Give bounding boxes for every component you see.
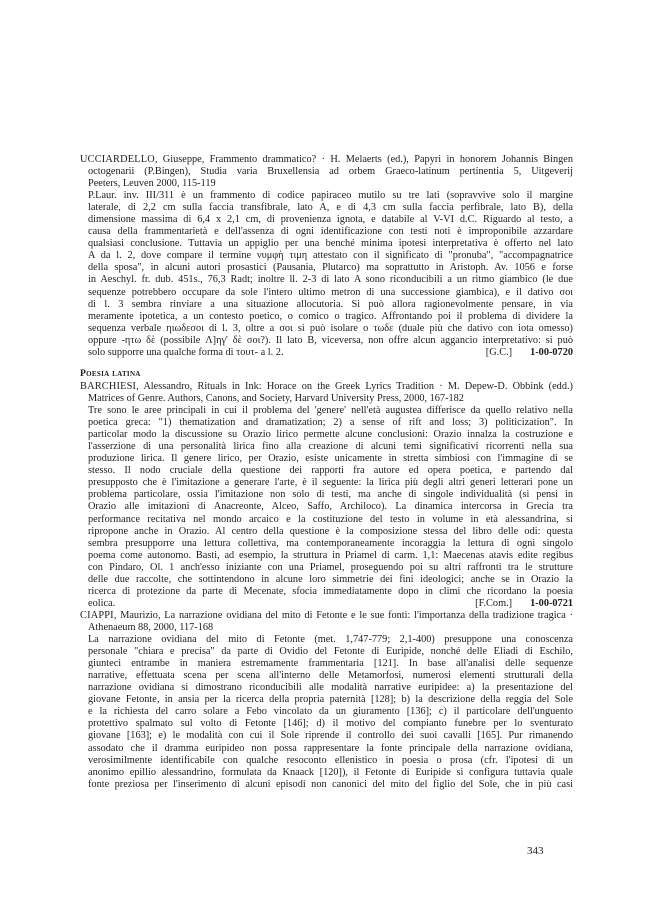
entry-line: giunteci entrambe in maniera estremamente frammentaria [121]. In base all'analisi delle sequenze (88, 658, 573, 670)
entry-line: stesso. Il nodo cruciale della questione dei rapporti fra autore ed opera poetica, e partendo dal (88, 465, 573, 477)
reference-number: 1-00-0720 (530, 346, 573, 358)
reference-number: 1-00-0721 (530, 597, 573, 609)
entry-line: P.Laur. inv. III/311 è un frammento di codice papiraceo mutilo su tre lati (sopravvive solo il margine (88, 190, 573, 202)
entry-line: dimensione massima di 6,4 x 2,1 cm, di provenienza ignota, e databile al V-VI d.C. Riguardo al testo, a (88, 214, 573, 226)
entry-line: sembra presupporre una lettura collettiva, ma contemporaneamente incoraggia la lettura di ogni singolo (88, 537, 573, 549)
entry-line: solo supporre una qualche forma di τουτ- a l. 2. (88, 346, 284, 358)
entry-line: in Aeschyl. fr. dub. 451s., 76,3 Radt; inoltre ll. 2-3 di lato A sono riconducibili a un ritmo giambico (le due (88, 274, 573, 286)
author-surname: CIAPPI (80, 610, 114, 621)
entry-line: performance recitativa nel mondo arcaico e la costituzione del testo in volume in età alessandrina, si (88, 513, 573, 525)
entry-line: assodato che il dramma euripideo non possa rappresentare la fonte principale della narrazione ovidiana, (88, 742, 573, 754)
entry-line: ricerca di protezione da parte di Mecenate, sfocia immediatamente dopo in climi che ricordano la poesia (88, 585, 573, 597)
bibliography-entry-ciappi (80, 610, 573, 791)
entry-line: con Pindaro, Ol. 1 anch'esso iniziante con una Priamel, proseguendo poi su altri raffronti tra le strutture (88, 561, 573, 573)
entry-line: fonte preziosa per l'inserimento di alcuni episodi non canonici del mito del figlio del Sole, che in più casi (88, 778, 573, 790)
entry-line: della sposa", in alcuni autori prosastici (Pausania, Plutarco) ma soprattutto in Aristoph. Av. 1056 e forse (88, 262, 573, 274)
entry-line: personale "chiara e precisa" da parte di Ovidio del Fetonte di Euripide, nonché delle Eliadi di Eschilo, (88, 646, 573, 658)
author-surname: BARCHIESI (80, 381, 137, 392)
entry-line: oppure -ητω δὲ (possibile Λ]ηγ' δὲ σοι?). Il lato B, viceversa, non offre alcun aggancio interpretativo: si può (88, 334, 573, 346)
entry-line: produzione lirica. Il genere lirico, per Orazio, esiste unicamente in stretta simbiosi con l'immagine di se (88, 453, 573, 465)
author-signature: [G.C.] (485, 346, 513, 358)
entry-line: CIAPPI, Maurizio, La narrazione ovidiana del mito di Fetonte e le sue fonti: l'importanza della tradizione tragica · (80, 610, 573, 621)
entry-line: meramente ipotetica, a un contesto poetico, o comico o tragico. Affrontando poi il problema di dividere la (88, 310, 573, 322)
entry-line: delle due raccolte, che sottintendono in alcune loro simmetrie dei fini ideologici; anche se in Orazio la (88, 573, 573, 585)
entry-line: Peeters, Leuven 2000, 115-119 (88, 178, 216, 190)
entry-line: presupposto che è l'imitazione a generare l'arte, è il seguente: la lirica più degli altri generi letterari pone un (88, 477, 573, 489)
entry-line: l'asserzione di una personalità lirica fino alla creazione di alcuni temi significativi ricorrenti nella sua (88, 441, 573, 453)
entry-line: verosimilmente identificabile con qualche resoconto ellenistico in poesia o prosa (cfr. l'ipotesi di un (88, 754, 573, 766)
entry-line: narrative, effettuata scena per scena all'interno delle Metamorfosi, numerosi elementi strutturali della (88, 670, 573, 682)
entry-last-line (80, 347, 573, 359)
entry-line: narrazione ovidiana si dimostrano riconducibili alle modalità narrative euripidee: a) la presentazione del (88, 682, 573, 694)
entry-line: BARCHIESI, Alessandro, Rituals in Ink: Horace on the Greek Lyrics Tradition · M. Depew-D. Obbink (edd.) (80, 381, 573, 392)
entry-line: ripropone anche in Orazio. Al centro della questione è la composizione stessa del libro delle odi: questa (88, 525, 573, 537)
bibliography-entry-ucciardello (80, 154, 573, 359)
page-number: 343 (527, 845, 544, 857)
entry-line: poetica greca: "1) thematization and dramatization; 2) a sense of rift and loss; 3) politicization". In (88, 417, 573, 429)
entry-line: La narrazione ovidiana del mito di Fetonte (met. 1,747-779; 2,1-400) presuppone una conoscenza (88, 634, 573, 646)
entry-line: poema come autonomo. Basti, ad esempio, la struttura in Priamel di carm. 1,1: Maecenas atavis edite regibus (88, 549, 573, 561)
entry-line: protettivo spalmato sul volto di Fetonte [146]; d) il motivo del compianto funebre per lo sventurato (88, 718, 573, 730)
entry-line: octogenarii (P.Bingen), Studia varia Bruxellensia ad orbem Graeco-latinum pertinentia 5, Uitgeverij (88, 166, 573, 178)
entry-line: Matrices of Genre. Authors, Canons, and Society, Harvard University Press, 2000, 167-182 (88, 393, 464, 405)
entry-line: Tre sono le aree principali in cui il problema del 'genere' nell'età augustea differisce da quello relativo nella (88, 405, 573, 417)
entry-line: Orazio alle imitazioni di Anacreonte, Alceo, Saffo, Archiloco). La dinamica intercorsa in Grecia tra (88, 501, 573, 513)
entry-line: sequenze potrebbero occupare da sole l'intero ultimo metron di una successione giambica), e il dativo σοι (88, 286, 573, 298)
entry-line: problema particolare, ossia l'imitazione non solo di testi, ma anche di singole individualità (si pensi in (88, 489, 573, 501)
bibliography-entry-barchiesi (80, 381, 573, 610)
entry-line: laterale, di 2,2 cm sulla faccia transfibrale, lato A, e di 4,3 cm sulla faccia perfibrale, lato B), della (88, 202, 573, 214)
entry-line: e la richiesta del carro solare a Febo vincolato da un giuramento [136]; c) il particolare dell'unguento (88, 706, 573, 718)
entry-line: giovane [163]; e) le modalità con cui il Sole riprende il controllo dei suoi cavalli [165]. Pur rimanendo (88, 730, 573, 742)
entry-line: particolar modo la discussione su Orazio lirico permette alcune conclusioni: Orazio innalza la costruzione e (88, 429, 573, 441)
author-signature: [F.Com.] (475, 597, 513, 609)
entry-line: di l. 3 sembra rinviare a una situazione allocutoria. Si può allora ragionevolmente pensare, in via (88, 298, 573, 310)
entry-line: sequenza verbale ηιωδεσοι di l. 3, oltre a σοι si può isolare o τωδε (duale più che dativo con iota omesso) (88, 322, 573, 334)
entry-line: anonimo epillio alessandrino, formulata da Knaack [120]), il Fetonte di Euripide si configura tuttavia quale (88, 766, 573, 778)
entry-line: causa della frammentarietà e dell'assenza di ogni identificazione con testi noti è improponibile azzardare (88, 226, 573, 238)
entry-line: qualsiasi conclusione. Tuttavia un appiglio per una benché minima ipotesi interpretativa è offerto nel lato (88, 238, 573, 250)
entry-line: eolica. (88, 597, 116, 609)
entry-line: Athenaeum 88, 2000, 117-168 (88, 622, 214, 634)
entry-last-line (80, 598, 573, 610)
entry-line: A da l. 2, dove compare il termine νυμφὴ τιμη attestato con il significato di "pronuba", "accompagnatrice (88, 250, 573, 262)
author-surname: UCCIARDELLO (80, 154, 155, 165)
entry-line: giovane Fetonte, in ansia per la ricerca della propria paternità [128]; b) la descrizione della reggia del Sole (88, 694, 573, 706)
section-title: Poesia latina (80, 368, 141, 379)
entry-line: UCCIARDELLO, Giuseppe, Frammento drammatico? · H. Melaerts (ed.), Papyri in honorem Johannis Bingen (80, 154, 573, 165)
